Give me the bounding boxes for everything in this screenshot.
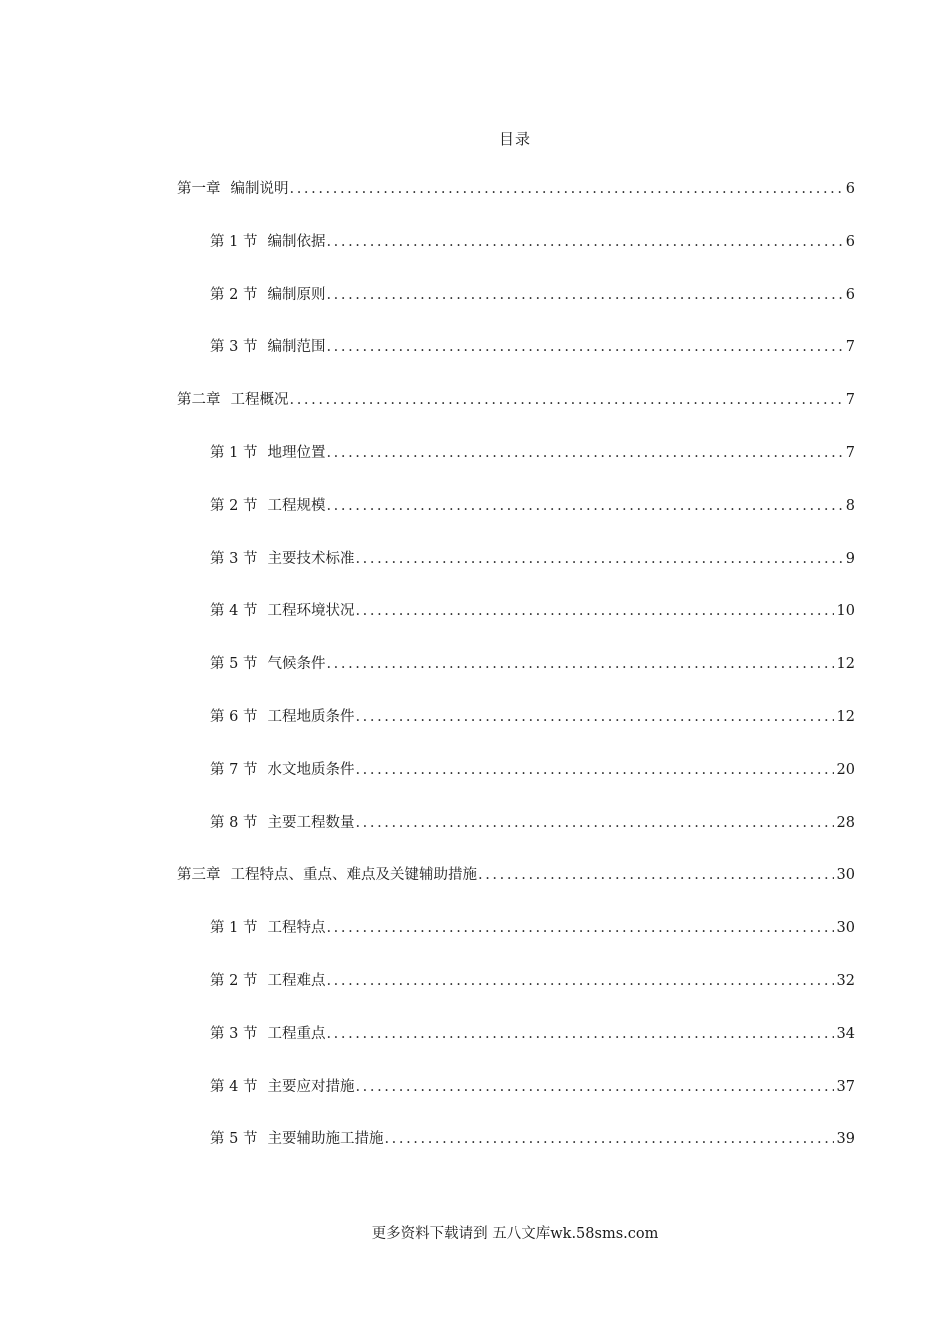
toc-entry-number: 第 2 节 xyxy=(210,497,258,514)
toc-entry-number: 第 4 节 xyxy=(210,1078,258,1095)
footer-note: 更多资料下载请到 五八文库wk.58sms.com xyxy=(371,1226,659,1242)
toc-section-entry[interactable] xyxy=(177,494,855,547)
toc-dot-leader xyxy=(326,920,833,936)
toc-page-number: 30 xyxy=(836,920,855,937)
toc-dot-leader xyxy=(326,287,842,303)
toc-entry-label xyxy=(210,599,354,620)
toc-page-number: 7 xyxy=(845,339,855,356)
toc-chapter-entry[interactable] xyxy=(177,388,855,441)
toc-entry-label xyxy=(210,652,325,673)
toc-dot-leader xyxy=(326,445,842,461)
toc-entry-label xyxy=(210,1127,383,1148)
toc-entry-label xyxy=(177,863,477,884)
toc-title: 目录 xyxy=(498,130,531,148)
toc-entry-text: 工程环境状况 xyxy=(267,603,355,620)
toc-page-number: 28 xyxy=(836,814,855,831)
toc-entry-text: 地理位置 xyxy=(267,444,326,461)
toc-section-entry[interactable] xyxy=(177,335,855,388)
toc-entry-number: 第 5 节 xyxy=(210,656,258,673)
toc-page-number: 20 xyxy=(836,761,855,778)
toc-dot-leader xyxy=(355,1079,833,1095)
toc-entry-number: 第 6 节 xyxy=(210,708,258,725)
toc-entry-number: 第三章 xyxy=(177,867,221,884)
toc-section-entry[interactable] xyxy=(177,811,855,864)
toc-entry-label xyxy=(210,547,354,568)
toc-entry-text: 工程地质条件 xyxy=(267,708,355,725)
toc-dot-leader xyxy=(326,656,833,672)
toc-entry-label xyxy=(177,177,289,198)
toc-entry-text: 编制说明 xyxy=(230,181,289,197)
toc-entry-label xyxy=(210,335,325,356)
toc-entry-text: 主要应对措施 xyxy=(267,1078,355,1095)
toc-entry-number: 第 1 节 xyxy=(210,444,258,461)
toc-entry-label xyxy=(210,230,325,251)
toc-page-number: 12 xyxy=(836,708,855,725)
toc-dot-leader xyxy=(326,1026,833,1042)
toc-entry-text: 工程特点 xyxy=(267,920,326,937)
toc-entry-number: 第 3 节 xyxy=(210,1025,258,1042)
toc-section-entry[interactable] xyxy=(177,1127,855,1180)
toc-section-entry[interactable] xyxy=(177,230,855,283)
toc-page-number: 32 xyxy=(836,972,855,989)
toc-dot-leader xyxy=(326,973,833,989)
toc-section-entry[interactable] xyxy=(177,916,855,969)
toc-section-entry[interactable] xyxy=(177,652,855,705)
toc-entry-text: 工程特点、重点、难点及关键辅助措施 xyxy=(230,867,477,884)
toc-entry-number: 第 4 节 xyxy=(210,603,258,620)
toc-page-number: 34 xyxy=(836,1025,855,1042)
toc-entry-number: 第 5 节 xyxy=(210,1131,258,1148)
toc-entry-number: 第 3 节 xyxy=(210,339,258,356)
toc-entry-label xyxy=(210,283,325,304)
toc-dot-leader xyxy=(355,762,833,778)
toc-section-entry[interactable] xyxy=(177,1075,855,1128)
toc-entry-label xyxy=(210,441,325,462)
toc-entry-text: 工程规模 xyxy=(267,497,326,514)
toc-page-number: 39 xyxy=(836,1131,855,1148)
toc-page-number: 12 xyxy=(836,656,855,673)
toc-entry-label xyxy=(210,811,354,832)
toc-entry-label xyxy=(210,705,354,726)
toc-page-number: 9 xyxy=(845,550,855,567)
toc-section-entry[interactable] xyxy=(177,599,855,652)
toc-section-entry[interactable] xyxy=(177,547,855,600)
toc-entry-text: 气候条件 xyxy=(267,656,326,673)
toc-section-entry[interactable] xyxy=(177,1022,855,1075)
toc-section-entry[interactable] xyxy=(177,758,855,811)
toc-dot-leader xyxy=(355,815,833,831)
toc-entry-text: 编制范围 xyxy=(267,339,326,356)
toc-entry-label xyxy=(210,758,354,779)
toc-entry-label xyxy=(210,969,325,990)
toc-entry-label xyxy=(210,1075,354,1096)
toc-entry-text: 编制依据 xyxy=(267,233,326,250)
toc-chapter-entry[interactable] xyxy=(177,863,855,916)
toc-entry-number: 第 2 节 xyxy=(210,286,258,303)
toc-entry-number: 第 1 节 xyxy=(210,233,258,250)
toc-entry-text: 工程难点 xyxy=(267,972,326,989)
toc-entry-label xyxy=(210,916,325,937)
toc-page-number: 6 xyxy=(845,286,855,303)
toc-dot-leader xyxy=(478,867,834,883)
toc-chapter-entry[interactable] xyxy=(177,177,855,230)
toc-entry-text: 水文地质条件 xyxy=(267,761,355,778)
toc-section-entry[interactable] xyxy=(177,441,855,494)
toc-dot-leader xyxy=(355,603,833,619)
toc-page-number: 37 xyxy=(836,1078,855,1095)
toc-entry-number: 第 8 节 xyxy=(210,814,258,831)
toc-dot-leader xyxy=(290,392,843,408)
toc-entry-text: 工程概况 xyxy=(230,392,289,409)
toc-dot-leader xyxy=(326,234,842,250)
toc-entry-text: 主要工程数量 xyxy=(267,814,355,831)
table-of-contents xyxy=(177,177,855,1180)
toc-entry-number: 第一章 xyxy=(177,181,221,197)
toc-entry-number: 第 7 节 xyxy=(210,761,258,778)
toc-page-number: 10 xyxy=(836,603,855,620)
toc-entry-text: 编制原则 xyxy=(267,286,326,303)
toc-dot-leader xyxy=(290,181,843,197)
toc-entry-label xyxy=(177,388,289,409)
toc-entry-label xyxy=(210,1022,325,1043)
toc-page-number: 6 xyxy=(845,181,855,197)
toc-entry-number: 第 3 节 xyxy=(210,550,258,567)
toc-entry-label xyxy=(210,494,325,515)
toc-entry-number: 第 1 节 xyxy=(210,920,258,937)
toc-entry-number: 第二章 xyxy=(177,392,221,409)
toc-dot-leader xyxy=(355,551,842,567)
toc-page-number: 6 xyxy=(845,233,855,250)
toc-section-entry[interactable] xyxy=(177,283,855,336)
toc-entry-text: 工程重点 xyxy=(267,1025,326,1042)
toc-section-entry[interactable] xyxy=(177,969,855,1022)
toc-page-number: 8 xyxy=(845,497,855,514)
toc-page-number: 30 xyxy=(836,867,855,884)
toc-dot-leader xyxy=(326,498,842,514)
toc-section-entry[interactable] xyxy=(177,705,855,758)
toc-page-number: 7 xyxy=(845,392,855,409)
toc-entry-number: 第 2 节 xyxy=(210,972,258,989)
toc-entry-text: 主要辅助施工措施 xyxy=(267,1131,384,1148)
toc-dot-leader xyxy=(384,1131,833,1147)
toc-dot-leader xyxy=(355,709,833,725)
toc-page-number: 7 xyxy=(845,444,855,461)
toc-entry-text: 主要技术标准 xyxy=(267,550,355,567)
toc-dot-leader xyxy=(326,339,842,355)
